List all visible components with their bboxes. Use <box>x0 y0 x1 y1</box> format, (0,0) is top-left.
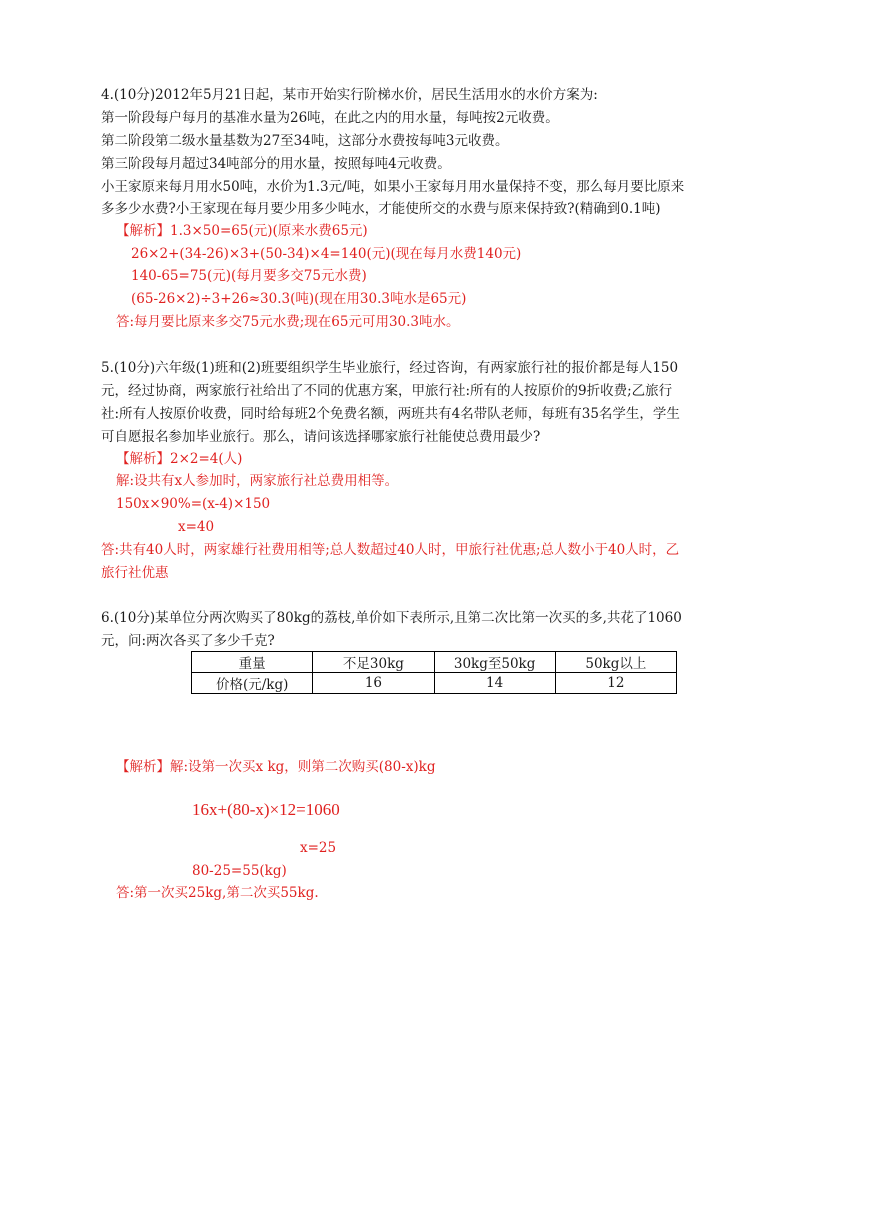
q4-line-1: 4.(10分)2012年5月21日起，某市开始实行阶梯水价，居民生活用水的水价方案为: <box>101 87 598 103</box>
q4-line-2: 第一阶段每户每月的基准水量为26吨，在此之内的用水量，每吨按2元收费。 <box>101 110 559 126</box>
q5-line-4: 可自愿报名参加毕业旅行。那么，请问该选择哪家旅行社能使总费用最少? <box>101 429 541 445</box>
q4-line-4: 第三阶段每月超过34吨部分的用水量，按照每吨4元收费。 <box>101 156 451 172</box>
q4-solution-2: 26×2+(34-26)×3+(50-34)×4=140(元)(现在每月水费140元) <box>131 246 522 262</box>
table-cell: 16 <box>313 673 434 694</box>
q4-line-3: 第二阶段第二级水量基数为27至34吨，这部分水费按每吨3元收费。 <box>101 133 509 149</box>
q4-solution-3: 140-65=75(元)(每月要多交75元水费) <box>131 268 367 284</box>
table-cell: 价格(元/kg) <box>192 673 313 694</box>
q5-line-3: 社:所有人按原价收费，同时给每班2个免费名额，两班共有4名带队老师，每班有35名学生，学生 <box>101 406 680 422</box>
table-cell: 12 <box>555 673 676 694</box>
q6-result: x=25 <box>300 840 337 856</box>
q5-solution-2: 解:设共有x人参加时，两家旅行社总费用相等。 <box>116 473 399 489</box>
q5-answer-2: 旅行社优惠 <box>101 565 169 581</box>
q4-solution-4: (65-26×2)÷3+26≈30.3(吨)(现在用30.3吨水是65元) <box>131 291 467 307</box>
table-row <box>192 652 677 673</box>
price-table <box>191 651 677 694</box>
q5-solution-1: 【解析】2×2=4(人) <box>116 451 243 467</box>
q6-line-1: 6.(10分)某单位分两次购买了80kg的荔枝,单价如下表所示,且第二次比第一次买的多,共花了1060 <box>101 610 682 626</box>
q4-line-6: 多多少水费?小王家现在每月要少用多少吨水，才能使所交的水费与原来保持致?(精确到0.1吨) <box>101 201 661 217</box>
q5-equation: 150x×90%=(x-4)×150 <box>116 496 271 512</box>
q4-line-5: 小王家原来每月用水50吨，水价为1.3元/吨，如果小王家每月用水量保持不变，那么每月要比原来 <box>101 179 685 195</box>
q6-solution-4: 80-25=55(kg) <box>192 863 287 879</box>
table-cell: 重量 <box>192 652 313 673</box>
q5-result: x=40 <box>178 519 215 535</box>
q5-line-2: 元，经过协商，两家旅行社给出了不同的优惠方案，甲旅行社:所有的人按原价的9折收费;乙旅行 <box>101 383 673 399</box>
q6-equation: 16x+(80-x)×12=1060 <box>192 800 340 819</box>
q4-solution-1: 【解析】1.3×50=65(元)(原来水费65元) <box>116 223 368 239</box>
q4-answer: 答:每月要比原来多交75元水费;现在65元可用30.3吨水。 <box>116 314 460 330</box>
table-cell: 不足30kg <box>313 652 434 673</box>
q5-answer-1: 答:共有40人时，两家雄行社费用相等;总人数超过40人时，甲旅行社优惠;总人数小于40人时，乙 <box>101 542 680 558</box>
q6-solution-1: 【解析】解:设第一次买x kg，则第二次购买(80-x)kg <box>116 759 436 775</box>
q5-line-1: 5.(10分)六年级(1)班和(2)班要组织学生毕业旅行，经过咨询，有两家旅行社的报价都是每人150 <box>101 360 679 376</box>
q6-answer: 答:第一次买25kg,第二次买55kg. <box>116 885 319 901</box>
table-cell: 30kg至50kg <box>434 652 555 673</box>
q6-line-2: 元，问:两次各买了多少千克? <box>101 633 275 649</box>
table-cell: 50kg以上 <box>555 652 676 673</box>
table-cell: 14 <box>434 673 555 694</box>
table-row <box>192 673 677 694</box>
